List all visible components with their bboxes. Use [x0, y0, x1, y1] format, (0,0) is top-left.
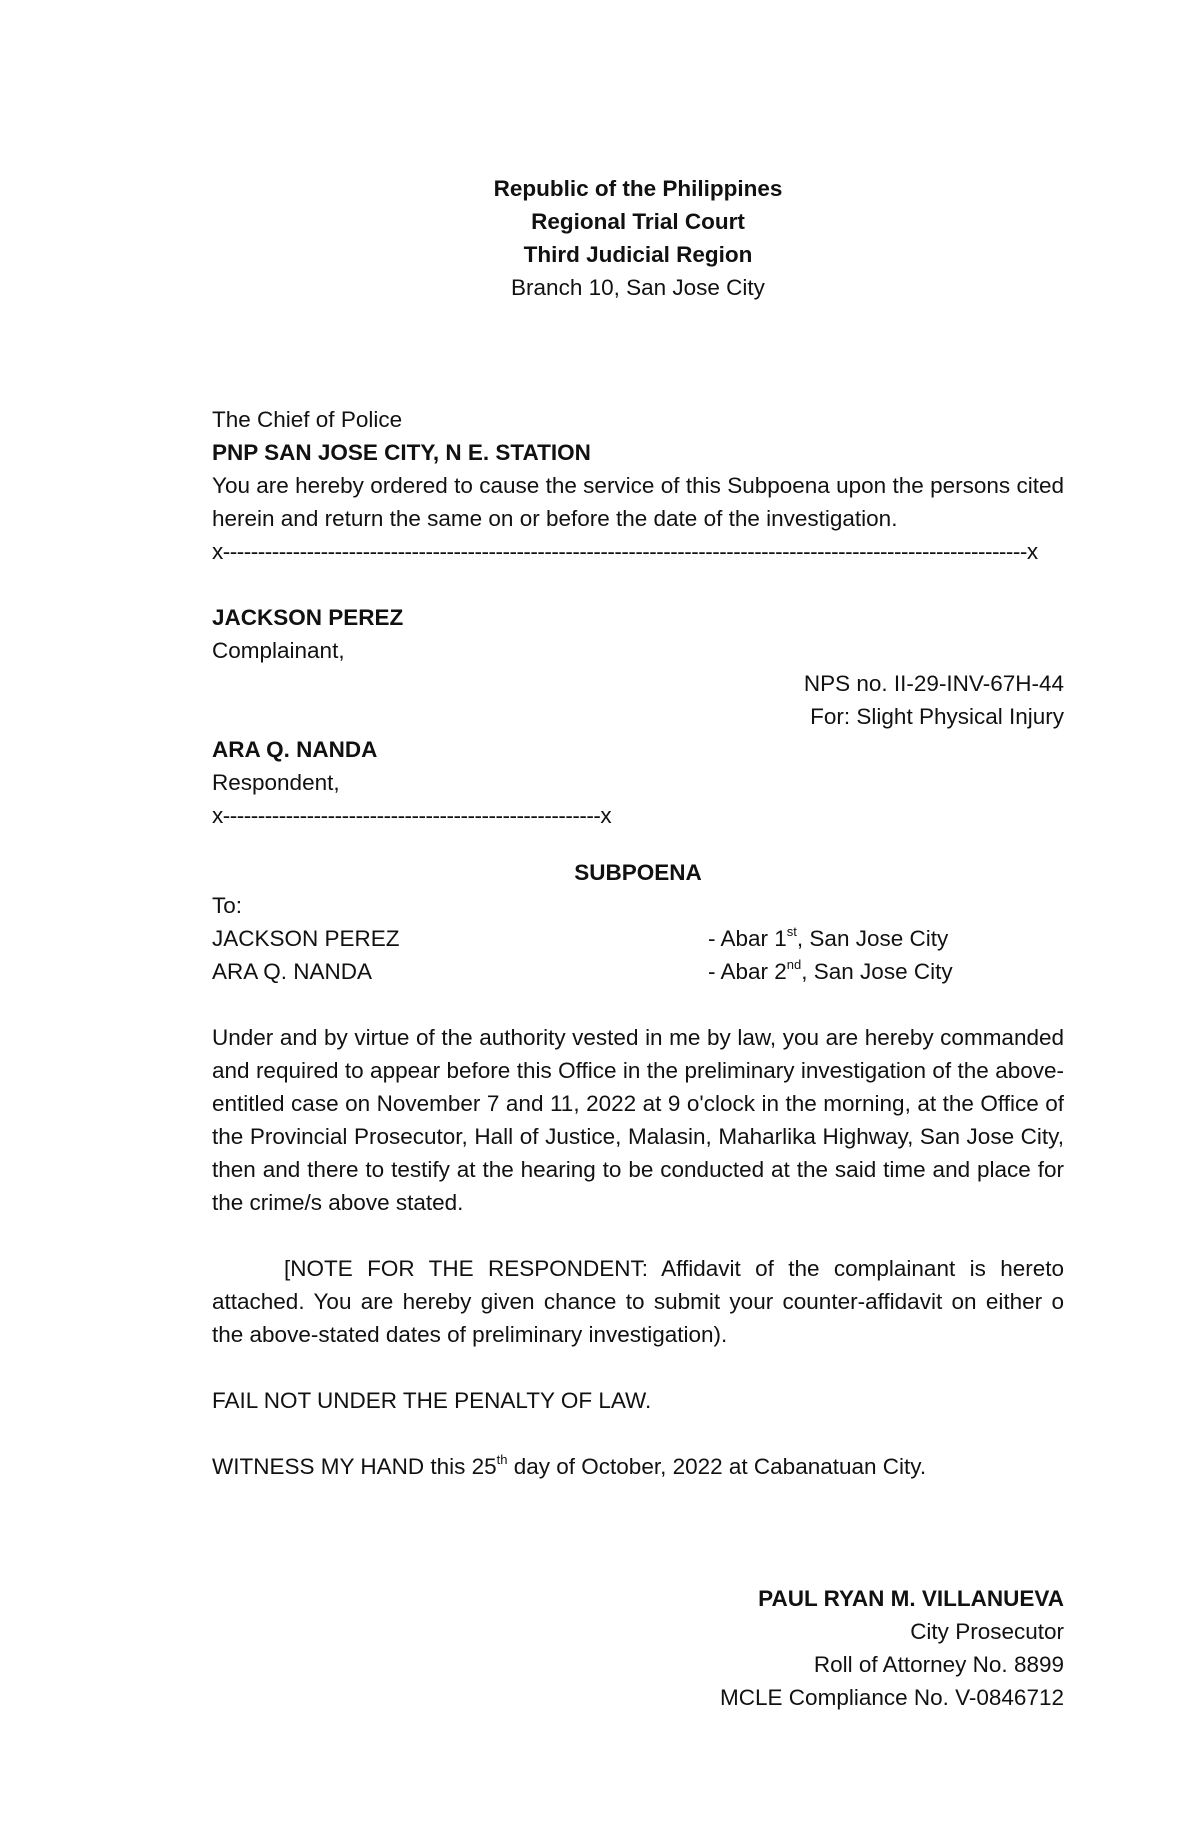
caption-separator-top: x-------------------------------------------------------------------------------------------------------------------x: [212, 539, 1038, 564]
recipient-name: JACKSON PEREZ: [212, 926, 400, 951]
signatory-title: City Prosecutor: [910, 1619, 1064, 1644]
recipient-name: ARA Q. NANDA: [212, 959, 373, 984]
header-court: Regional Trial Court: [531, 209, 745, 234]
respondent-name: ARA Q. NANDA: [212, 737, 378, 762]
witness-clause: WITNESS MY HAND this 25th day of October, 2022 at Cabanatuan City.: [212, 1451, 927, 1479]
respondent-note: [NOTE FOR THE RESPONDENT: Affidavit of the complainant is hereto attached. You are hereby given chance to submit your counter-affidavit on either o the above-stated dates of preliminary investigation).: [212, 1256, 1064, 1347]
recipient-address: - Abar 1st, San Jose City: [708, 923, 949, 951]
subpoena-title: SUBPOENA: [574, 860, 702, 885]
complainant-name: JACKSON PEREZ: [212, 605, 404, 630]
fail-not-notice: FAIL NOT UNDER THE PENALTY OF LAW.: [212, 1388, 652, 1413]
signatory-name: PAUL RYAN M. VILLANUEVA: [758, 1586, 1064, 1611]
subpoena-body: Under and by virtue of the authority vested in me by law, you are hereby commanded and required to appear before this Office in the preliminary investigation of the above-entitled case on November 7 and 11, 2022 at 9 o'clock in the morning, at the Office of the Provincial Prosecutor, Hall of Justice, Malasin, Maharlika Highway, San Jose City, then and there to testify at the hearing to be conducted at the said time and place for the crime/s above stated.: [212, 1025, 1064, 1215]
header-region: Third Judicial Region: [523, 242, 753, 267]
recipient-row: [212, 922, 1064, 955]
complainant-label: Complainant,: [212, 638, 345, 663]
recipient-address: - Abar 2nd, San Jose City: [708, 956, 953, 984]
service-order: You are hereby ordered to cause the service of this Subpoena upon the persons cited herein and return the same on or before the date of the investigation.: [212, 473, 1064, 531]
addressee-station: PNP SAN JOSE CITY, N E. STATION: [212, 440, 591, 465]
signatory-roll: Roll of Attorney No. 8899: [813, 1652, 1064, 1677]
addressee-title: The Chief of Police: [212, 407, 403, 432]
respondent-label: Respondent,: [212, 770, 340, 795]
header-branch: Branch 10, San Jose City: [511, 275, 765, 300]
signatory-mcle: MCLE Compliance No. V-0846712: [720, 1685, 1064, 1710]
case-number: NPS no. II-29-INV-67H-44: [803, 671, 1064, 696]
document-page: [212, 172, 1064, 1714]
caption-separator-bottom: x------------------------------------------------------x: [212, 803, 612, 828]
recipient-row: [212, 955, 1064, 988]
case-offense: For: Slight Physical Injury: [810, 704, 1064, 729]
header-republic: Republic of the Philippines: [493, 176, 783, 201]
to-label: To:: [212, 893, 243, 918]
